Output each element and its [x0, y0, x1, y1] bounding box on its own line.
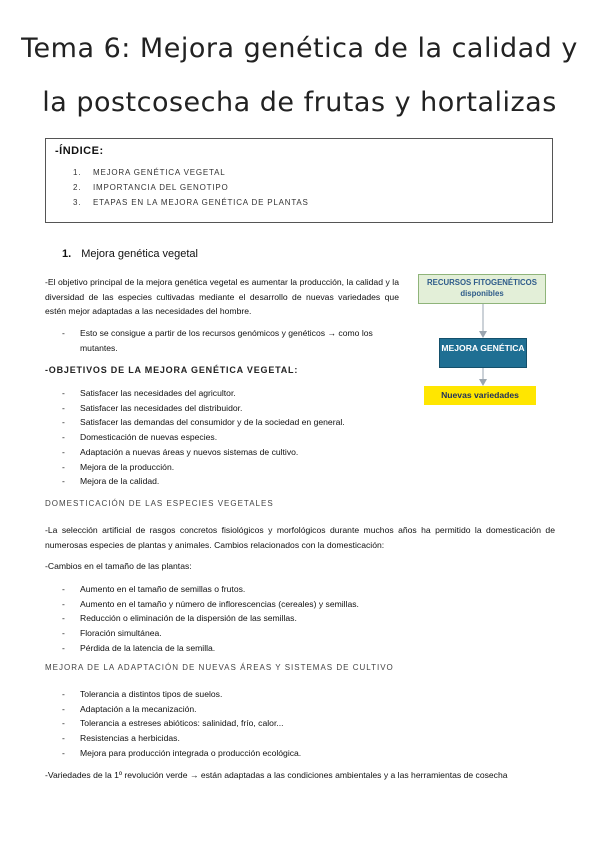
list-item: - Adaptación a nuevas áreas y nuevos sistemas de cultivo. [62, 446, 299, 457]
domestication-paragraph: -La selección artificial de rasgos concretos fisiológicos y morfológicos durante muchos años ha permitido la domesticación de numerosas especies de plantas y animales. Cambios relacionados con la domesticación: [45, 525, 555, 550]
objectives-heading: -OBJETIVOS DE LA MEJORA GENÉTICA VEGETAL: [45, 365, 299, 375]
diagram-box-mejora: MEJORA GENÉTICA [439, 338, 527, 368]
bullet-dash: - [62, 328, 65, 338]
list-item: - Satisfacer las necesidades del distribuidor. [62, 402, 243, 413]
list-item: - Aumento en el tamaño y número de inflorescencias (cereales) y semillas. [62, 598, 359, 609]
list-item: - Floración simultánea. [62, 628, 162, 639]
list-item-text: Esto se consigue a partir de los recursos genómicos y genéticos → como los mutantes. [80, 328, 373, 353]
green-revolution-paragraph: -Variedades de la 1º revolución verde → están adaptadas a las condiciones ambientales y a las herramientas de cosecha [45, 770, 508, 780]
diagram-arrow-icon [478, 304, 488, 338]
index-heading: -ÍNDICE: [55, 145, 104, 157]
diagram-box-varieties: Nuevas variedades [424, 386, 536, 405]
list-item: - Resistencias a herbicidas. [62, 733, 180, 744]
list-item: - Domesticación de nuevas especies. [62, 432, 218, 443]
adaptation-heading: MEJORA DE LA ADAPTACIÓN DE NUEVAS ÁREAS Y SISTEMAS DE CULTIVO [45, 663, 394, 672]
index-box [45, 138, 553, 223]
list-item: - Tolerancia a distintos tipos de suelos. [62, 689, 223, 699]
index-item-number: 1. [73, 168, 82, 177]
index-item [73, 180, 543, 195]
list-item: - Satisfacer las demandas del consumidor y de la sociedad en general. [62, 417, 345, 428]
adaptation-list [62, 687, 462, 761]
list-item: - Mejora de la calidad. [62, 476, 160, 487]
index-list [55, 165, 543, 210]
domestication-heading: DOMESTICACIÓN DE LAS ESPECIES VEGETALES [45, 499, 274, 508]
list-item: - Tolerancia a estreses abióticos: salinidad, frío, calor... [62, 718, 284, 729]
list-item: - Reducción o eliminación de la dispersión de las semillas. [62, 613, 297, 624]
diagram-arrow-icon [478, 368, 488, 386]
index-item-text: ETAPAS EN LA MEJORA GENÉTICA DE PLANTAS [93, 198, 309, 207]
section-number: 1. [62, 248, 72, 260]
plant-changes-intro: -Cambios en el tamaño de las plantas: [45, 561, 192, 571]
index-item [73, 195, 543, 210]
intro-paragraph: -El objetivo principal de la mejora genética vegetal es aumentar la producción, la calidad y la diversidad de las especies cultivadas mediante el desarrollo de nuevas variedades que estén mejor adaptadas a las necesidades del hombre. [45, 277, 399, 317]
intro-bullet-list [62, 326, 402, 355]
diagram-box-resources: RECURSOS FITOGENÉTICOS disponibles [418, 274, 546, 304]
plant-changes-list [62, 582, 462, 656]
index-item [73, 165, 543, 180]
section-heading [62, 248, 198, 260]
section-title: Mejora genética vegetal [81, 248, 198, 260]
list-item: - Satisfacer las necesidades del agricultor. [62, 388, 236, 398]
list-item: - Pérdida de la latencia de la semilla. [62, 642, 216, 653]
page-title-line-2: la postcosecha de frutas y hortalizas [42, 87, 557, 118]
objectives-list [62, 386, 422, 489]
list-item [62, 326, 402, 355]
list-item: - Aumento en el tamaño de semillas o frutos. [62, 584, 246, 594]
index-item-number: 2. [73, 183, 82, 192]
list-item: - Mejora de la producción. [62, 461, 175, 472]
list-item: - Mejora para producción integrada o producción ecológica. [62, 747, 302, 758]
index-item-text: IMPORTANCIA DEL GENOTIPO [93, 183, 229, 192]
index-item-number: 3. [73, 198, 82, 207]
index-item-text: MEJORA GENÉTICA VEGETAL [93, 168, 226, 177]
list-item: - Adaptación a la mecanización. [62, 703, 197, 714]
page-title-line-1: Tema 6: Mejora genética de la calidad y [21, 33, 578, 64]
